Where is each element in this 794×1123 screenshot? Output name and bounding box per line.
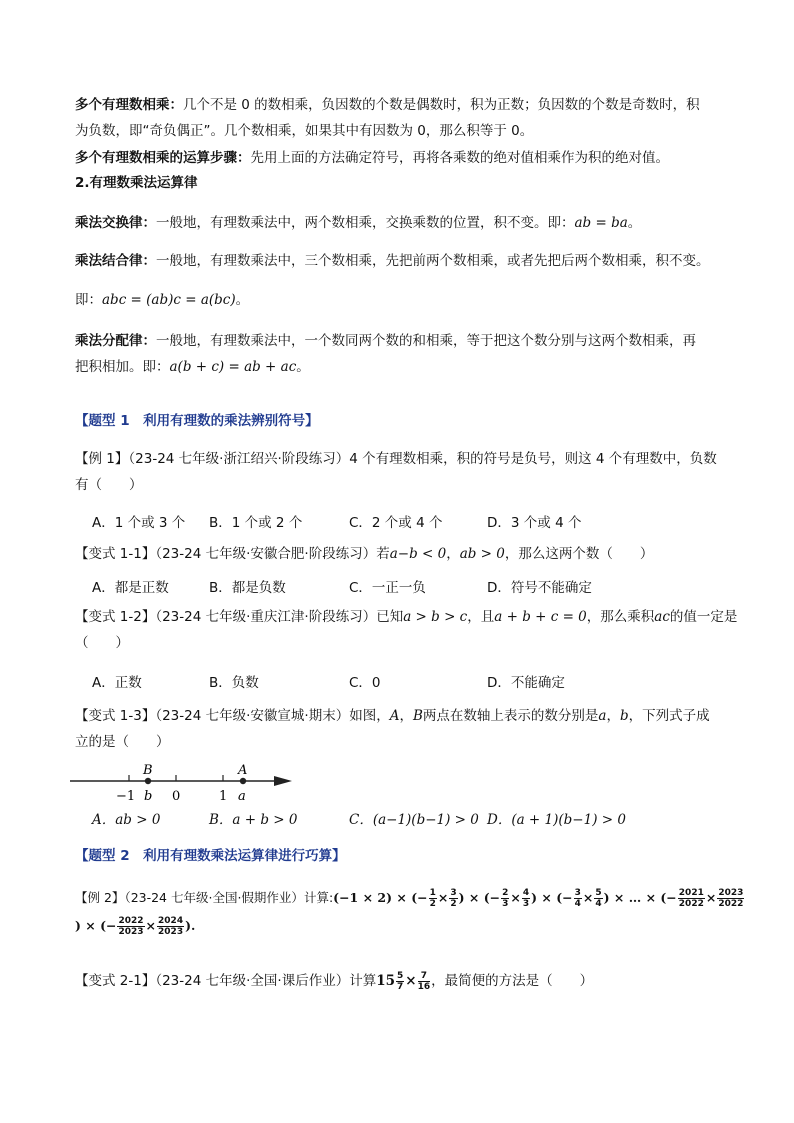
rule-multiply-label: 多个有理数相乘：: [75, 97, 183, 113]
variant-1-3-value-a: a: [598, 708, 607, 724]
fraction-2023-2022: [717, 888, 744, 909]
fraction-numerator: 2: [502, 888, 509, 898]
variant-1-2-condition-1: a > b > c: [403, 609, 468, 625]
commutative-law-label: 乘法交换律：: [75, 215, 156, 231]
fraction-2021-2022: [678, 888, 705, 909]
commutative-law-formula: ab = ba: [574, 215, 628, 231]
variant-2-1: [75, 968, 725, 994]
fraction-numerator: 2024: [158, 916, 184, 926]
times-sign: ×: [437, 890, 449, 905]
fraction-denominator: 16: [417, 981, 431, 992]
variant-1-2-option-a: A．正数: [92, 675, 142, 691]
variant-1-3: [75, 703, 725, 755]
example-1-option-d: D．3 个或 4 个: [487, 515, 582, 531]
example-2-term-5: ) × (−: [531, 890, 573, 905]
variant-1-3-source: （23-24 七年级·安徽宣城·期末）: [155, 708, 350, 724]
label-value-b: b: [144, 789, 153, 804]
variant-1-3-text-mid: 两点在数轴上表示的数分别是: [422, 708, 599, 724]
associative-law-label: 乘法结合律：: [75, 253, 156, 269]
times-sign: ×: [510, 890, 521, 905]
fraction-2-3: [501, 888, 509, 909]
commutative-law-text: 一般地，有理数乘法中，两个数相乘，交换乘数的位置，积不变。即：: [156, 215, 575, 231]
section-heading-type1: 【题型 1 利用有理数的乘法辨别符号】: [75, 413, 319, 429]
example-2-term-11: ).: [185, 918, 196, 933]
example-2-term-1: (−1 × 2) × (−: [333, 890, 428, 905]
distributive-law-text-1: 一般地，有理数乘法中，一个数同两个数的和相乘，等于把这个数分别与这两个数相乘，再: [156, 333, 696, 349]
variant-1-2-option-c: C．0: [349, 675, 381, 691]
variant-1-3-comma-2: ，: [606, 708, 620, 724]
number-line-arrow: [274, 776, 292, 786]
variant-1-2-product: ac: [654, 609, 670, 625]
example-1-source: （23-24 七年级·浙江绍兴·阶段练习）: [128, 451, 350, 467]
fraction-denominator: 3: [502, 899, 509, 909]
variant-1-2-text-post: ，那么乘积: [586, 609, 655, 625]
variant-1-1-text-post: ，那么这两个数（ ）: [504, 546, 654, 562]
variant-1-2-text-pre: 已知: [376, 609, 404, 625]
variant-1-3-text-pre: 如图，: [349, 708, 390, 724]
associative-law-formula: abc = (ab)c = a(bc): [102, 292, 236, 308]
rule-multiply-text-2: 为负数，即“奇负偶正”。几个数相乘，如果其中有因数为 0，那么积等于 0。: [75, 123, 534, 139]
tick-label-neg1: −1: [116, 789, 136, 804]
associative-law-paragraph: [75, 248, 725, 274]
fraction-numerator: 3: [574, 888, 581, 898]
variant-1-1-options: [92, 576, 732, 598]
fraction-3-2: [449, 888, 457, 909]
variant-1-1-condition-2: ab > 0: [459, 546, 505, 562]
variant-1-1: [75, 541, 725, 567]
variant-1-3-point-a: A: [389, 708, 400, 724]
variant-1-1-source: （23-24 七年级·安徽合肥·阶段练习）: [155, 546, 377, 562]
variant-1-1-text-pre: 若: [376, 546, 390, 562]
fraction-denominator: 2022: [718, 899, 744, 909]
variant-1-3-value-b: b: [619, 708, 629, 724]
example-2: [75, 884, 744, 940]
variant-1-1-option-a: A．都是正数: [92, 580, 169, 596]
mixed-number-fraction: [396, 971, 404, 992]
fraction-denominator: 2023: [118, 927, 144, 937]
variant-1-2-option-b: B．负数: [209, 675, 259, 691]
fraction-numerator: 5: [595, 888, 602, 898]
variant-1-3-text-post: ，下列式子成: [628, 708, 710, 724]
times-sign: ×: [582, 890, 594, 905]
number-line-figure: [66, 760, 296, 804]
associative-law-prefix: 即：: [75, 292, 102, 308]
fraction-numerator: 3: [450, 888, 457, 898]
fraction-numerator: 1: [429, 888, 436, 898]
example-1-option-b: B．1 个或 2 个: [209, 515, 303, 531]
times-sign: ×: [405, 973, 417, 989]
distributive-law-end: 。: [296, 359, 310, 375]
fraction-2022-2023: [117, 916, 144, 937]
fraction-4-3: [522, 888, 530, 909]
fraction-denominator: 4: [595, 899, 602, 909]
section-heading-type2: 【题型 2 利用有理数乘法运算律进行巧算】: [75, 848, 346, 864]
times-sign: ×: [705, 890, 717, 905]
variant-1-1-sep: ，: [446, 546, 460, 562]
fraction-numerator: 4: [522, 888, 530, 898]
variant-1-3-option-a: A．ab > 0: [92, 812, 161, 828]
label-value-a: a: [238, 789, 246, 804]
variant-1-3-tag: 【变式 1-3】: [75, 708, 156, 724]
example-1-text-1: 4 个有理数相乘，积的符号是负号，则这 4 个有理数中，负数: [349, 451, 717, 467]
fraction-denominator: 2: [429, 899, 436, 909]
label-point-b: B: [143, 763, 153, 778]
fraction-numerator: 5: [397, 970, 404, 981]
example-2-source: （23-24 七年级·全国·假期作业）: [124, 890, 304, 905]
variant-1-2-tag: 【变式 1-2】: [75, 609, 156, 625]
example-1-option-a: A．1 个或 3 个: [92, 515, 186, 531]
commutative-law-end: 。: [627, 215, 642, 231]
fraction-denominator: 7: [397, 981, 404, 992]
fraction-numerator: 2023: [718, 888, 744, 898]
fraction-denominator: 3: [522, 899, 530, 909]
fraction-numerator: 2021: [678, 888, 704, 898]
fraction-numerator: 2022: [118, 916, 144, 926]
example-2-term-9: ) × (−: [75, 918, 117, 933]
associative-law-formula-line: [75, 287, 725, 313]
commutative-law-paragraph: [75, 210, 725, 236]
variant-1-1-option-b: B．都是负数: [209, 580, 286, 596]
example-1: [75, 446, 725, 498]
rule-multiply-text-1: 几个不是 0 的数相乘，负因数的个数是偶数时，积为正数；负因数的个数是奇数时，积: [183, 97, 700, 113]
example-1-option-c: C．2 个或 4 个: [349, 515, 443, 531]
variant-1-3-point-b: B: [412, 708, 423, 724]
variant-1-2-source: （23-24 七年级·重庆江津·阶段练习）: [155, 609, 377, 625]
variant-2-1-tag: 【变式 2-1】: [75, 973, 156, 989]
variant-1-2-text-2: （ ）: [75, 635, 129, 651]
rule-steps-text: 先用上面的方法确定符号，再将各乘数的绝对值相乘作为积的绝对值。: [250, 150, 669, 166]
example-1-text-2: 有（ ）: [75, 477, 143, 493]
variant-1-2: [75, 604, 738, 656]
variant-2-1-source: （23-24 七年级·全国·课后作业）: [155, 973, 350, 989]
fraction-denominator: 4: [574, 899, 581, 909]
fraction-7-16: [418, 971, 431, 992]
fraction-denominator: 2: [450, 899, 457, 909]
example-2-tag: 【例 2】: [75, 890, 125, 905]
times-sign: ×: [145, 918, 157, 933]
fraction-2024-2023: [157, 916, 184, 937]
associative-law-text: 一般地，有理数乘法中，三个数相乘，先把前两个数相乘，或者先把后两个数相乘，积不变。: [156, 253, 710, 269]
fraction-denominator: 2023: [158, 927, 184, 937]
tick-label-0: 0: [172, 789, 181, 804]
associative-law-end: 。: [235, 292, 250, 308]
laws-heading: 2.有理数乘法运算律: [75, 175, 198, 191]
variant-1-1-option-d: D．符号不能确定: [487, 580, 592, 596]
variant-2-1-text-post: ，最简便的方法是（ ）: [431, 973, 594, 989]
variant-1-1-option-c: C．一正一负: [349, 580, 426, 596]
variant-1-2-mid: ，且: [467, 609, 495, 625]
variant-1-3-text-2: 立的是（ ）: [75, 734, 170, 750]
rule-steps-label: 多个有理数相乘的运算步骤：: [75, 150, 251, 166]
example-2-calc: 计算:: [303, 890, 334, 905]
point-a-dot: [240, 778, 246, 784]
point-b-dot: [145, 778, 151, 784]
tick-label-1: 1: [219, 789, 228, 804]
example-1-options: [92, 511, 732, 533]
fraction-1-2: [429, 888, 437, 909]
variant-1-2-options: [92, 671, 732, 693]
distributive-law-formula: a(b + c) = ab + ac: [169, 359, 297, 375]
variant-1-2-condition-2: a + b + c = 0: [494, 609, 587, 625]
mixed-number-whole: 15: [376, 973, 395, 989]
label-point-a: A: [238, 763, 248, 778]
distributive-law-label: 乘法分配律：: [75, 333, 156, 349]
example-2-term-7: ) × … × (−: [603, 890, 677, 905]
fraction-numerator: 7: [418, 971, 431, 982]
variant-1-1-condition-1: a−b < 0: [389, 546, 447, 562]
variant-1-2-option-d: D．不能确定: [487, 675, 565, 691]
variant-2-1-calc: 计算: [349, 973, 377, 989]
example-1-tag: 【例 1】: [75, 451, 129, 467]
rule-steps-paragraph: [75, 145, 725, 171]
variant-1-3-option-d: D．(a + 1)(b−1) > 0: [487, 812, 626, 828]
fraction-3-4: [574, 888, 582, 909]
variant-1-3-option-b: B．a + b > 0: [209, 812, 298, 828]
distributive-law-text-2: 把积相加。即：: [75, 359, 170, 375]
variant-1-3-options: [92, 808, 732, 830]
distributive-law-paragraph: [75, 328, 725, 380]
rule-multiply-paragraph: [75, 92, 725, 144]
variant-1-3-comma-1: ，: [399, 708, 413, 724]
example-2-term-3: ) × (−: [458, 890, 501, 905]
variant-1-3-option-c: C．(a−1)(b−1) > 0: [349, 812, 479, 828]
fraction-denominator: 2022: [678, 899, 704, 909]
variant-1-1-tag: 【变式 1-1】: [75, 546, 156, 562]
fraction-5-4: [594, 888, 602, 909]
variant-1-2-text-end: 的值一定是: [669, 609, 738, 625]
